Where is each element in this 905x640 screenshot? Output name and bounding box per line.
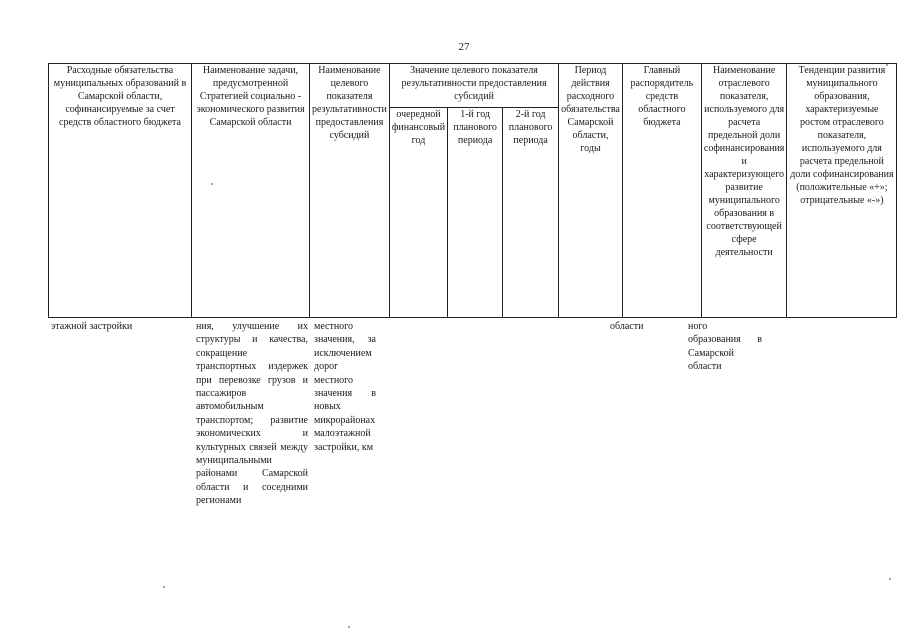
header-obligations: Расходные обязательства муниципальных образований в Самарской области, софинансируемые за счет средств областного бюджета	[49, 64, 192, 318]
header-indicator-value: Значение целевого показателя результативности предоставления субсидий	[389, 64, 558, 108]
body-sector-indicator: ного образования в Самарской области	[688, 321, 765, 373]
scan-speck	[886, 64, 888, 66]
header-trends: Тенденции развития муниципального образования, характеризуемые ростом отраслевого показателя, используемого для расчета предельной доли софинансирования (положительные «+»; отрицательные «-»)	[787, 64, 897, 318]
header-period: Период действия расходного обязательства Самарской области, годы	[559, 64, 623, 318]
body-main-manager: области	[610, 321, 644, 332]
header-table	[48, 63, 897, 318]
header-strategy-task: Наименование задачи, предусмотренной Стратегией социально - экономического развития Самарской области	[192, 64, 310, 318]
header-indicator-name: Наименование целевого показателя результативности предоставления субсидий	[310, 64, 390, 318]
body-obligations: этажной застройки	[51, 321, 133, 332]
header-main-manager: Главный распорядитель средств областного бюджета	[622, 64, 701, 318]
header-sector-indicator: Наименование отраслевого показателя, используемого для расчета предельной доли софинансирования и характеризующего развитие муниципального образования в соответствующей сфере деятельности	[701, 64, 787, 318]
scan-speck	[889, 578, 891, 580]
scan-speck	[211, 183, 213, 185]
scan-speck	[163, 586, 165, 588]
header-plan-year-1: 1-й год планового периода	[448, 108, 503, 318]
header-current-year: очередной финансовый год	[389, 108, 447, 318]
page-number: 27	[458, 41, 470, 53]
scan-speck	[348, 626, 350, 628]
body-indicator-name: местного значения, за исключением дорог местного значения в новых микрорайонах малоэтажной застройки, км	[314, 321, 379, 453]
header-plan-year-2: 2-й год планового периода	[503, 108, 559, 318]
body-strategy-task: ния, улучшение их структуры и качества, сокращение транспортных издержек при перевозке грузов и пассажиров автомобильным транспортом; развитие экономических и культурных связей между муниципальными районами Самарской области и соседними регионами	[196, 321, 311, 507]
